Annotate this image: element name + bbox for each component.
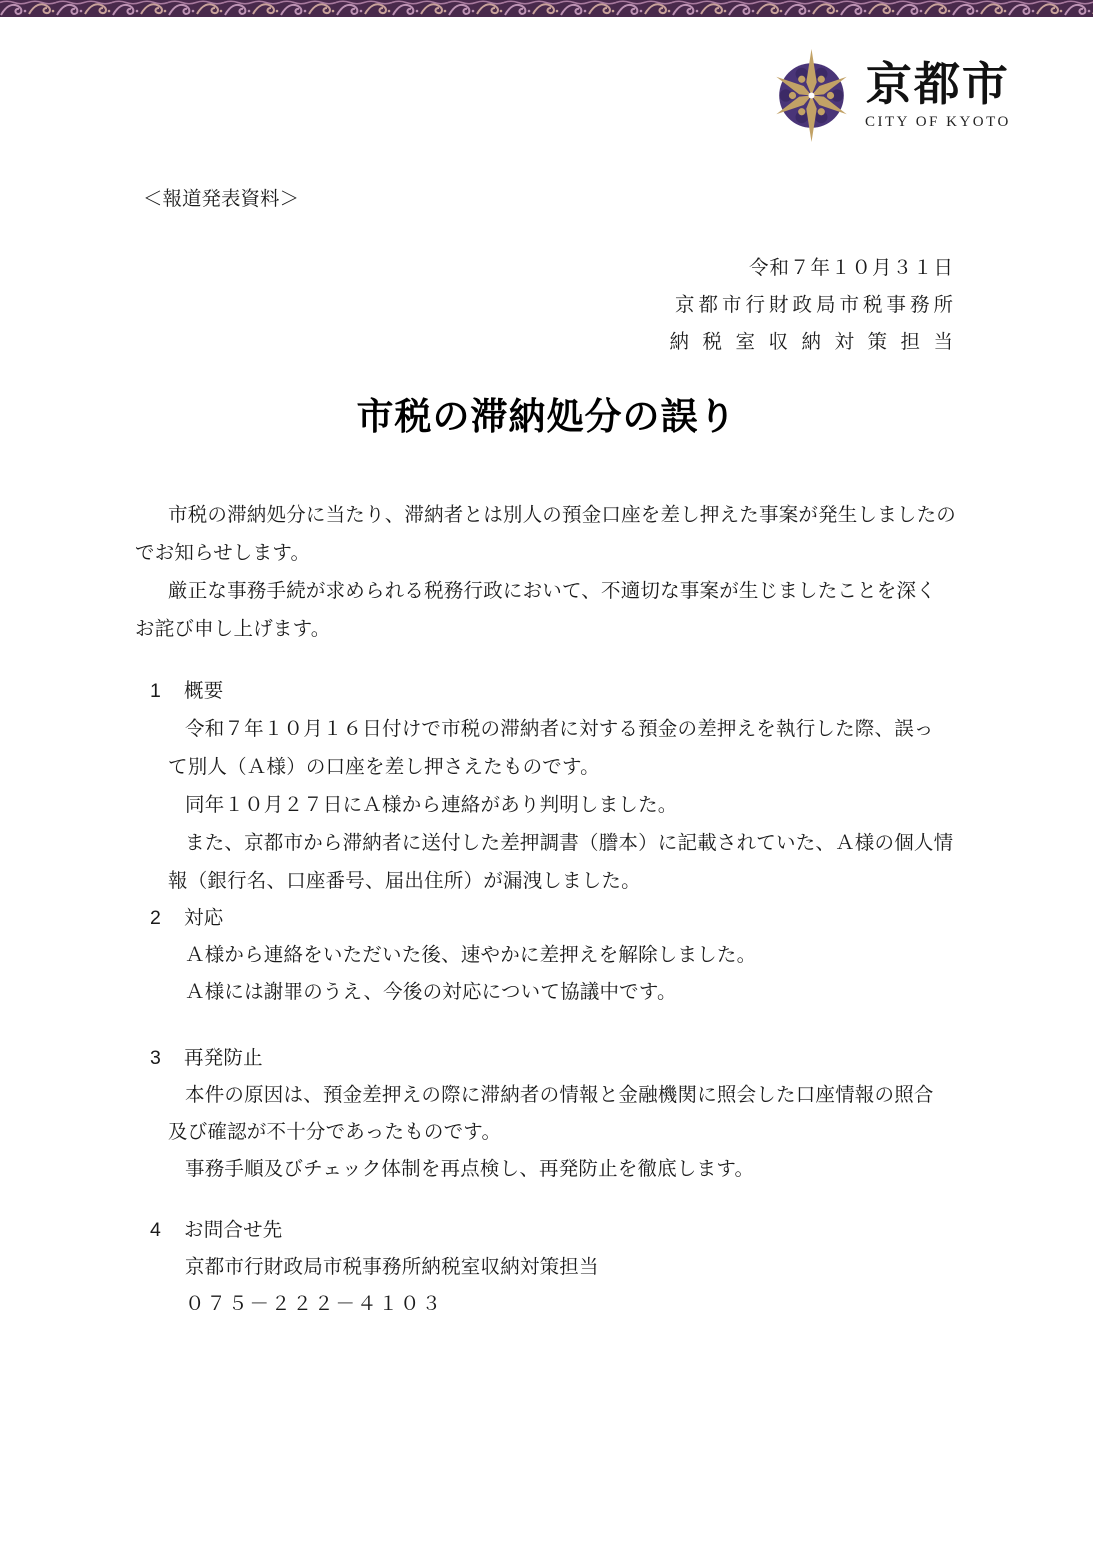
- body-line: 令和７年１０月１６日付けで市税の滞納者に対する預金の差押えを執行した際、誤っ: [185, 718, 934, 740]
- section-heading-label: 対応: [184, 907, 224, 929]
- section-heading: [135, 1212, 965, 1249]
- logo-wordmark: [865, 59, 1011, 131]
- section-overview: [135, 672, 965, 900]
- section-number: 2: [150, 907, 162, 929]
- page-title: 市税の滞納処分の誤り: [356, 396, 737, 437]
- section-heading-label: 概要: [184, 680, 224, 702]
- issuing-office: 京都市行財政局市税事務所: [674, 294, 957, 316]
- kyoto-emblem-icon: [764, 48, 859, 143]
- section-contact: [135, 1212, 965, 1323]
- section-heading: [135, 672, 965, 710]
- logo-city-name-en: CITY OF KYOTO: [865, 114, 1011, 130]
- release-date: 令和７年１０月３１日: [748, 257, 954, 279]
- body-line: 本件の原因は、預金差押えの際に滞納者の情報と金融機関に照会した口座情報の照合: [185, 1084, 934, 1106]
- body-line: 及び確認が不十分であったものです。: [168, 1121, 502, 1143]
- intro-paragraphs: [135, 496, 965, 648]
- contact-phone-number: ０７５－２２２－４１０３: [185, 1293, 444, 1315]
- section-heading-label: 再発防止: [184, 1047, 263, 1069]
- body-line: て別人（Ａ様）の口座を差し押さえたものです。: [168, 756, 600, 778]
- section-response: [135, 900, 965, 1011]
- body-line: また、京都市から滞納者に送付した差押調書（謄本）に記載されていた、Ａ様の個人情: [185, 832, 954, 854]
- contact-department: 京都市行財政局市税事務所納税室収納対策担当: [185, 1256, 599, 1278]
- kyoto-city-logo: [764, 46, 1014, 144]
- press-release-label: ＜報道発表資料＞: [143, 188, 300, 210]
- arabesque-pattern-icon: [0, 0, 1093, 17]
- section-heading-label: お問合せ先: [184, 1219, 283, 1241]
- body-line: 事務手順及びチェック体制を再点検し、再発防止を徹底します。: [185, 1158, 755, 1180]
- section-prevention: [135, 1040, 965, 1188]
- body-line: 市税の滞納処分に当たり、滞納者とは別人の預金口座を差し押えた事案が発生しましたの: [168, 504, 957, 526]
- issuing-section: 納税室収納対策担当: [669, 331, 967, 353]
- body-line: 報（銀行名、口座番号、届出住所）が漏洩しました。: [168, 870, 641, 892]
- logo-city-name: 京都市: [865, 59, 1010, 110]
- section-number: 4: [150, 1219, 162, 1241]
- section-heading: [135, 900, 965, 937]
- body-line: 同年１０月２７日にＡ様から連絡があり判明しました。: [185, 794, 678, 816]
- body-line: お詫び申し上げます。: [135, 618, 331, 640]
- body-line: Ａ様から連絡をいただいた後、速やかに差押えを解除しました。: [185, 944, 757, 966]
- header-block: [661, 250, 967, 361]
- section-heading: [135, 1040, 965, 1077]
- section-number: 1: [150, 680, 162, 702]
- body-line: Ａ様には謝罪のうえ、今後の対応について協議中です。: [185, 981, 677, 1003]
- body-line: 厳正な事務手続が求められる税務行政において、不適切な事案が生じましたことを深く: [168, 580, 936, 602]
- decorative-top-border: [0, 0, 1093, 17]
- body-line: でお知らせします。: [135, 542, 311, 564]
- section-number: 3: [150, 1047, 162, 1069]
